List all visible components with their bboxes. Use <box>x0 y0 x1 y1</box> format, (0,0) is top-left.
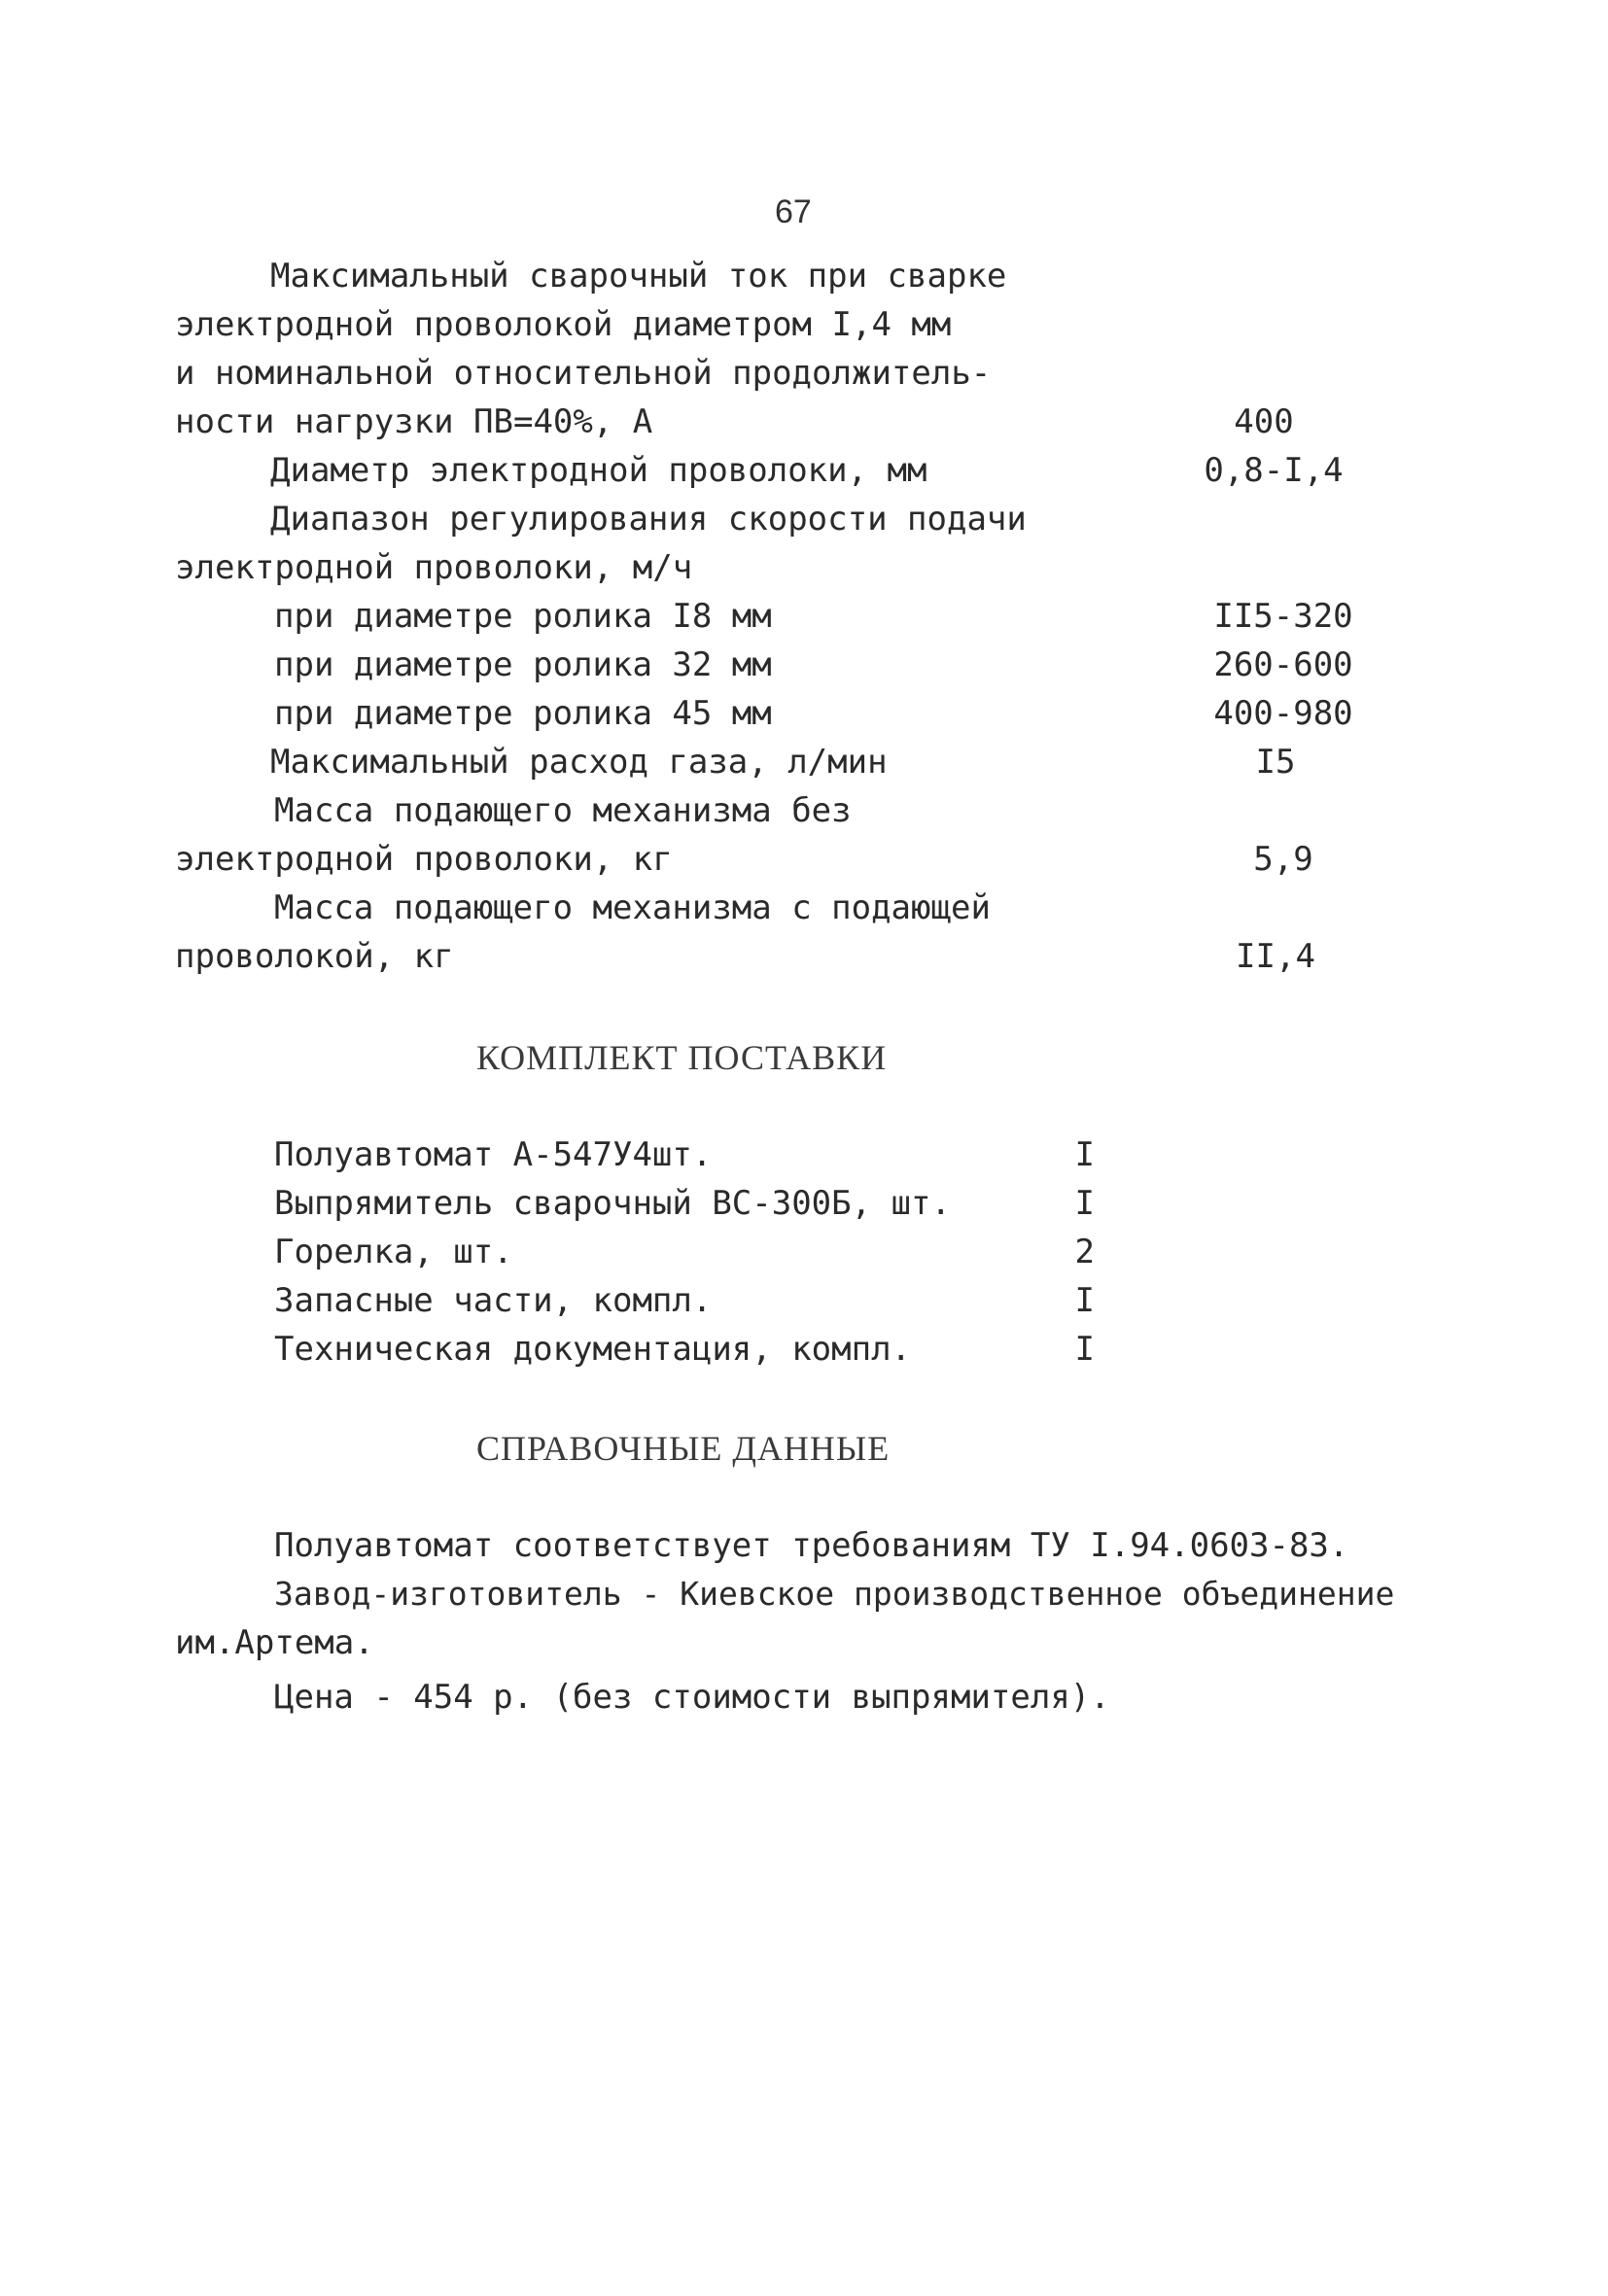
reference-line-2: Завод-изготовитель - Киевское производственное объединение <box>274 1575 1395 1613</box>
spec-feed-row-3-label: при диаметре ролика 45 мм <box>274 694 772 733</box>
spec-gas-flow-label: Максимальный расход газа, л/мин <box>270 743 888 782</box>
delivery-item-4-qty: I <box>1074 1281 1095 1320</box>
spec-mass-with-wire-value: II,4 <box>1236 937 1315 976</box>
delivery-item-3-qty: 2 <box>1074 1233 1095 1271</box>
spec-feed-row-1-value: II5-320 <box>1213 597 1353 636</box>
spec-wire-diameter-label: Диаметр электродной проволоки, мм <box>270 451 927 490</box>
delivery-item-1-label: Полуавтомат А-547У4шт. <box>274 1135 713 1174</box>
spec-max-current-line-2: электродной проволокой диаметром I,4 мм <box>175 305 952 344</box>
spec-max-current-value: 400 <box>1234 402 1294 441</box>
delivery-item-4-label: Запасные части, компл. <box>274 1281 713 1320</box>
delivery-item-3-label: Горелка, шт. <box>274 1233 513 1271</box>
spec-feed-row-3-value: 400-980 <box>1213 694 1353 733</box>
spec-gas-flow-value: I5 <box>1255 743 1296 782</box>
delivery-item-2-qty: I <box>1074 1184 1095 1223</box>
reference-heading: СПРАВОЧНЫЕ ДАННЫЕ <box>476 1429 891 1468</box>
delivery-item-1-qty: I <box>1074 1135 1095 1174</box>
spec-mass-with-wire-line-1: Масса подающего механизма с подающей <box>274 888 991 927</box>
spec-mass-no-wire-line-2: электродной проволоки, кг <box>175 840 673 879</box>
spec-mass-no-wire-line-1: Масса подающего механизма без <box>274 791 852 830</box>
spec-feed-row-1-label: при диаметре ролика I8 мм <box>274 597 772 636</box>
spec-feed-range-line-1: Диапазон регулирования скорости подачи <box>270 500 1027 539</box>
spec-max-current-line-3: и номинальной относительной продолжитель- <box>175 354 992 393</box>
spec-max-current-line-4: ности нагрузки ПВ=40%, А <box>175 402 653 441</box>
delivery-item-5-qty: I <box>1074 1330 1095 1369</box>
spec-wire-diameter-value: 0,8-I,4 <box>1204 451 1344 490</box>
spec-feed-range-line-2: электродной проволоки, м/ч <box>175 548 693 587</box>
page-number: 67 <box>775 193 812 230</box>
delivery-item-2-label: Выпрямитель сварочный ВС-300Б, шт. <box>274 1184 951 1223</box>
reference-line-3: им.Артема. <box>175 1623 374 1662</box>
spec-feed-row-2-value: 260-600 <box>1213 645 1353 684</box>
spec-max-current-line-1: Максимальный сварочный ток при сварке <box>270 257 1007 296</box>
spec-mass-with-wire-line-2: проволокой, кг <box>175 937 454 976</box>
delivery-item-5-label: Техническая документация, компл. <box>274 1330 912 1369</box>
reference-line-1: Полуавтомат соответствует требованиям ТУ I.94.0603-83. <box>274 1526 1349 1565</box>
spec-mass-no-wire-value: 5,9 <box>1253 840 1313 879</box>
reference-line-4: Цена - 454 р. (без стоимости выпрямителя). <box>274 1678 1110 1717</box>
delivery-heading: КОМПЛЕКТ ПОСТАВКИ <box>476 1038 888 1077</box>
spec-feed-row-2-label: при диаметре ролика 32 мм <box>274 645 772 684</box>
